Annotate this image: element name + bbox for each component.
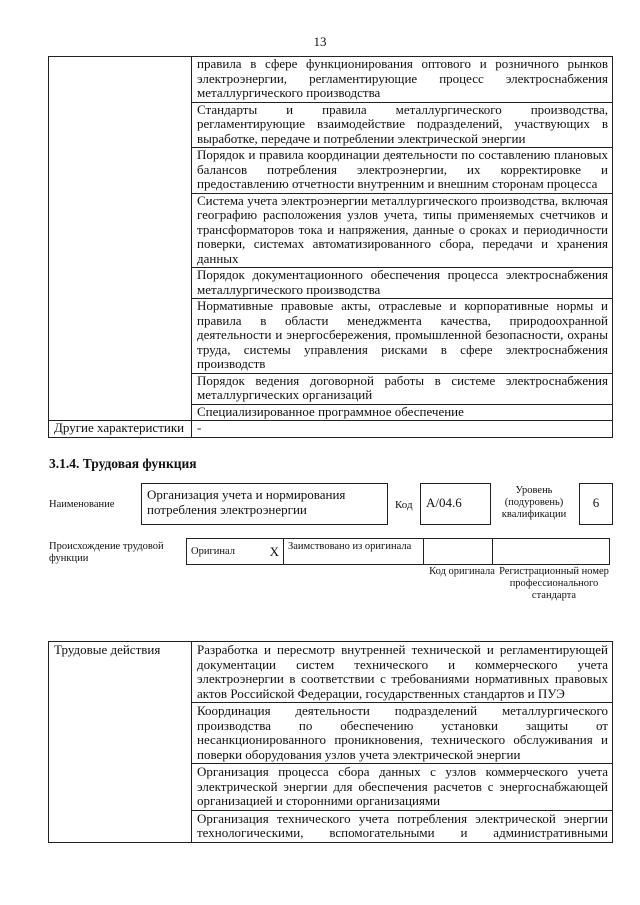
table-row [49,642,613,703]
table-row [49,421,613,438]
original-cell [186,538,284,565]
other-characteristics-label: Другие характеристики [49,421,192,438]
action-item: Организация процесса сбора данных с узлов коммерческого учета электрической энергии для обеспечения расчетов с энергоснабжающей организацией и сторонними организациями [192,764,613,811]
origin-row [187,538,610,565]
requirement-item: правила в сфере функционирования оптового и розничного рынков электроэнергии, регламентирующие процесс электроснабжения металлургического производства [192,57,613,103]
level-label: Уровень (подуровень) квалификации [501,485,567,520]
actions-label: Трудовые действия [49,642,192,843]
requirement-item: Порядок и правила координации деятельности по составлению плановых балансов потребления электроэнергии, их корректировке и предоставлению отчетности внутренним и внешним сторонам процесса [192,148,613,194]
borrowed-cell: Заимствовано из оригинала [283,538,424,565]
page-number: 13 [313,34,327,49]
requirements-label-cell [49,57,192,421]
action-item: Организация технического учета потребления электрической энергии технологическими, вспомогательными и административными [192,810,613,842]
other-characteristics-value: - [192,421,613,438]
requirement-item: Специализированное программное обеспечение [192,404,613,421]
requirement-item: Порядок ведения договорной работы в системе электроснабжения металлургических организаций [192,373,613,404]
actions-table [48,641,613,843]
table-row [49,57,613,103]
requirement-item: Порядок документационного обеспечения процесса электроснабжения металлургического производства [192,268,613,299]
function-name-box: Организация учета и нормирования потребления электроэнергии [141,483,388,525]
origin-label: Происхождение трудовой функции [49,541,164,564]
requirement-item: Нормативные правовые акты, отраслевые и корпоративные нормы и правила в области менеджмента качества, природоохранной деятельности и энергосбережения, промышленной безопасности, охраны труда, системы управления рисками в сфере электроснабжения производств [192,299,613,374]
code-label: Код [395,499,413,511]
name-label: Наименование [49,499,115,510]
requirement-item: Стандарты и правила металлургического производства, регламентирующие взаимодействие подразделений, участвующих в выработке, передаче и потреблении электрической энергии [192,102,613,148]
action-item: Координация деятельности подразделений металлургического производства по обеспечению установки защиты от несанкционированного проникновения, технического обслуживания и поверки оборудования узлов учета электрической энергии [192,703,613,764]
section-title: 3.1.4. Трудовая функция [49,456,197,471]
reg-number-cell [492,538,610,565]
requirement-item: Система учета электроэнергии металлургического производства, включая географию расположения узлов учета, типы применяемых счетчиков и трансформаторов тока и напряжения, данные о сроках и периодичности поверки, системах автоматизированного сбора, передачи и хранения данных [192,193,613,268]
code-original-label: Код оригинала [429,566,495,577]
original-label: Оригинал [191,546,235,557]
code-box: А/04.6 [420,483,491,525]
code-original-cell [423,538,493,565]
original-mark: X [269,544,279,559]
reg-number-label: Регистрационный номер профессионального стандарта [499,566,609,601]
action-item: Разработка и пересмотр внутренней технической и регламентирующей документации систем технического и коммерческого учета электроэнергии в соответствии с требованиями нормативных правовых актов Российской Федерации, государственных стандартов и ПУЭ [192,642,613,703]
requirements-table [48,56,613,438]
level-box: 6 [579,483,613,525]
